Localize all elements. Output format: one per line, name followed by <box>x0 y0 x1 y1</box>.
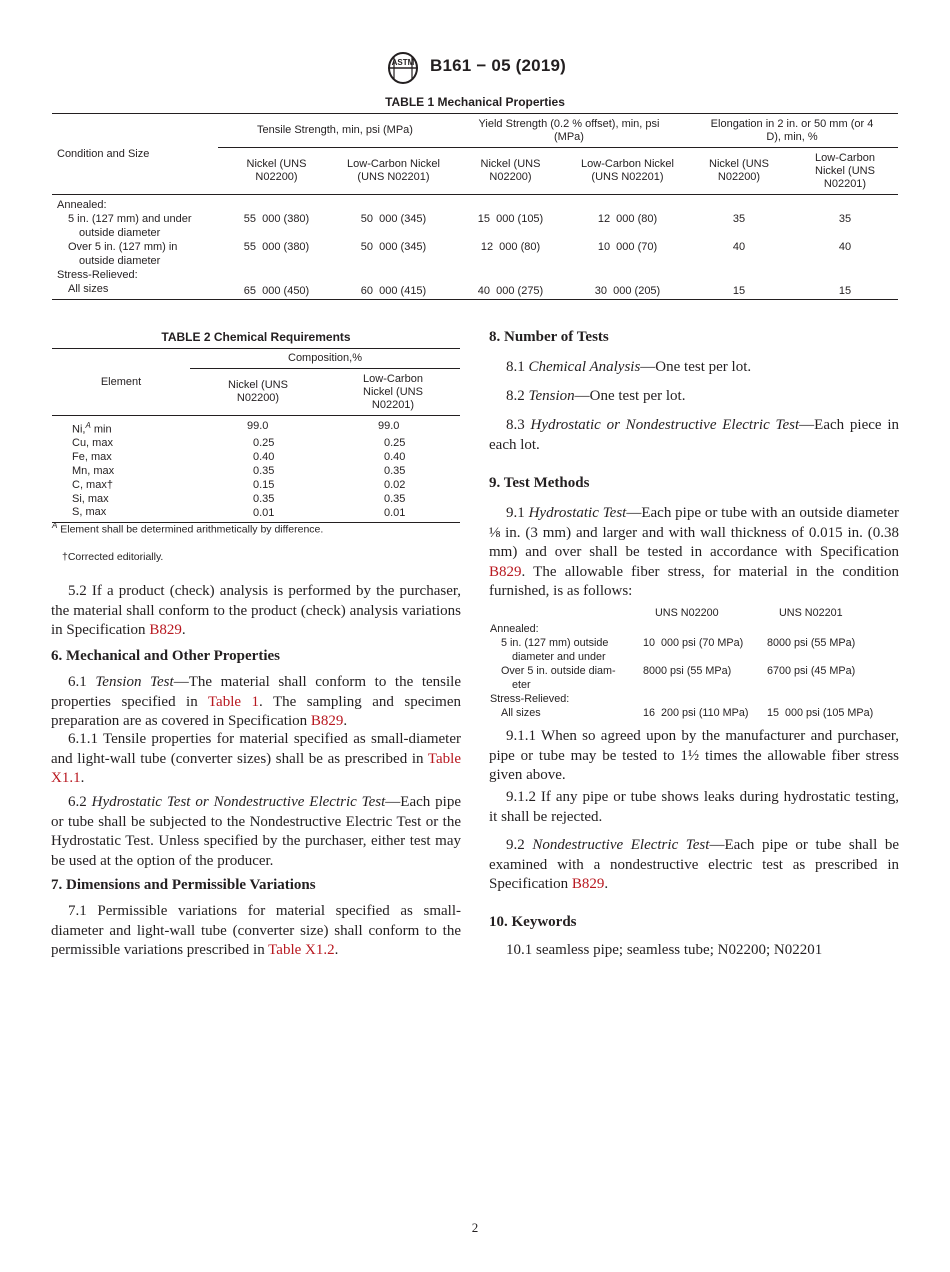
b829-link[interactable]: B829 <box>149 622 182 638</box>
section-6-heading: 6. Mechanical and Other Properties <box>51 648 280 664</box>
table-row: diameter and under <box>512 651 606 663</box>
table-row: Stress-Relieved: <box>490 693 570 705</box>
section-10-heading: 10. Keywords <box>489 914 577 930</box>
table-row: 5 in. (127 mm) and under 55 000 (380) 50 000 (345) 15 000 (105) 12 000 (80) 35 35 <box>68 213 852 225</box>
subheader-lowcarbon: Low-Carbon Nickel (UNS N02201) <box>569 148 686 195</box>
page-number: 2 <box>471 1220 479 1235</box>
composition-header: Composition,% <box>190 349 460 369</box>
yield-header: Yield Strength (0.2 % offset), min, psi (MPa) <box>452 114 686 148</box>
paragraph-10-1: 10.1 seamless pipe; seamless tube; N02200; N02201 <box>506 942 823 958</box>
table-row: Cu, max 0.25 0.25 <box>72 437 406 450</box>
chemical-requirements-table <box>52 348 460 523</box>
section-7-heading: 7. Dimensions and Permissible Variations <box>51 877 316 893</box>
mechanical-properties-table <box>52 113 898 300</box>
fiber-stress-table <box>490 606 900 720</box>
paragraph-5-2: 5.2 If a product (check) analysis is performed by the purchaser, the material shall conform to the product (check) analysis variations in Specification B829. <box>51 583 461 638</box>
table1-link[interactable]: Table 1 <box>207 693 260 710</box>
table-x1-2-link[interactable]: Table X1.2 <box>268 942 335 958</box>
paragraph-8-2: 8.2 Tension—One test per lot. <box>506 388 686 404</box>
tensile-header: Tensile Strength, min, psi (MPa) <box>218 114 452 148</box>
table2-title: TABLE 2 Chemical Requirements <box>161 330 351 344</box>
table-row: Over 5 in. (127 mm) in 55 000 (380) 50 000 (345) 12 000 (80) 10 000 (70) 40 40 <box>68 241 852 253</box>
table-row: Annealed: <box>57 199 107 211</box>
paragraph-9-1-2: 9.1.2 If any pipe or tube shows leaks during hydrostatic testing, it shall be rejected. <box>489 789 899 825</box>
section-9-heading: 9. Test Methods <box>489 475 590 491</box>
table-x1-1-link[interactable]: Table X1.1 <box>51 750 461 786</box>
col-nickel-header: Nickel (UNS N02200) <box>190 369 326 416</box>
paragraph-8-3: 8.3 Hydrostatic or Nondestructive Electric Test—Each piece in each lot. <box>489 417 899 453</box>
table-row: Stress-Relieved: <box>57 269 138 281</box>
table-header-row: UNS N02200 UNS N02201 <box>655 607 843 619</box>
paragraph-6-1-1: 6.1.1 Tensile properties for material specified as small-diameter and light-wall tube (converter sizes) shall be as prescribed in Table X1.1. <box>51 731 461 786</box>
paragraph-9-2: 9.2 Nondestructive Electric Test—Each pipe or tube shall be examined with a nondestructive electric test as prescribed in Specification B829. <box>489 837 899 892</box>
paragraph-6-1: 6.1 Tension Test—The material shall conform to the tensile properties specified in Table 1. The sampling and specimen preparation are as covered in Specification B829. <box>51 674 461 729</box>
section-8-heading: 8. Number of Tests <box>489 329 609 345</box>
elongation-header: Elongation in 2 in. or 50 mm (or 4 D), min, % <box>686 114 898 148</box>
table-row: All sizes 16 200 psi (110 MPa) 15 000 psi (105 MPa) <box>501 707 874 719</box>
table-row: outside diameter <box>79 255 161 267</box>
corrected-note: †Corrected editorially. <box>62 551 164 563</box>
b829-link[interactable]: B829 <box>310 713 344 729</box>
table-row: All sizes 65 000 (450) 60 000 (415) 40 000 (275) 30 000 (205) 15 15 <box>68 283 852 297</box>
paragraph-9-1-1: 9.1.1 When so agreed upon by the manufacturer and purchaser, pipe or tube may be tested to 1½ times the allowable fiber stress given above. <box>489 728 899 783</box>
element-header: Element <box>52 349 190 416</box>
page-header <box>0 50 950 86</box>
subheader-nickel: Nickel (UNS N02200) <box>686 148 792 195</box>
paragraph-6-2: 6.2 Hydrostatic Test or Nondestructive Electric Test—Each pipe or tube shall be subjected to the Nondestructive Electric Test or the Hydrostatic Test. Unless specified by the purchaser, either test may be used at the option of the producer. <box>51 794 461 869</box>
table-row: S, max 0.01 0.01 <box>72 506 406 520</box>
col-lowcarbon-header: Low-Carbon Nickel (UNS N02201) <box>326 369 460 416</box>
condition-header: Condition and Size <box>52 114 218 195</box>
svg-text:ASTM: ASTM <box>391 58 415 67</box>
table-row: Annealed: <box>490 623 539 635</box>
subheader-nickel: Nickel (UNS N02200) <box>452 148 569 195</box>
table-row: 5 in. (127 mm) outside 10 000 psi (70 MPa) 8000 psi (55 MPa) <box>501 637 856 649</box>
table1-title: TABLE 1 Mechanical Properties <box>385 95 565 109</box>
document-designation: B161 − 05 (2019) <box>430 56 566 75</box>
paragraph-9-1: 9.1 Hydrostatic Test—Each pipe or tube with an outside diameter ⅛ in. (3 mm) and larger and with wall thickness of 0.015 in. (0.38 mm) and over shall be tested in accordance with Specification B829. The allowable fiber stress, for material in the condition furnished, is as follows: <box>489 505 899 599</box>
subheader-lowcarbon: Low-Carbon Nickel (UNS N02201) <box>335 148 452 195</box>
b829-link[interactable]: B829 <box>571 876 605 892</box>
table-row: eter <box>512 679 531 691</box>
astm-logo <box>384 52 422 84</box>
table-row: C, max† 0.15 0.02 <box>72 478 406 491</box>
paragraph-7-1: 7.1 Permissible variations for material specified as small-diameter and light-wall tube (converter size) shall conform to the permissible variations prescribed in Table X1.2. <box>51 903 461 958</box>
b829-link[interactable]: B829 <box>489 563 522 580</box>
table-row: Fe, max 0.40 0.40 <box>72 451 406 464</box>
table-row: Ni,$^A$ min 99.0 99.0 <box>72 419 400 436</box>
table2-footnote: $^A$ Element shall be determined arithmetically by difference. <box>52 521 324 536</box>
table-row: outside diameter <box>79 227 161 239</box>
table-row: Over 5 in. outside diam- 8000 psi (55 MPa) 6700 psi (45 MPa) <box>501 665 856 677</box>
paragraph-8-1: 8.1 Chemical Analysis—One test per lot. <box>506 359 752 375</box>
subheader-nickel: Nickel (UNS N02200) <box>218 148 335 195</box>
table-row: Si, max 0.35 0.35 <box>72 492 406 505</box>
table-row: Mn, max 0.35 0.35 <box>72 465 406 478</box>
subheader-lowcarbon: Low-Carbon Nickel (UNS N02201) <box>792 148 898 195</box>
